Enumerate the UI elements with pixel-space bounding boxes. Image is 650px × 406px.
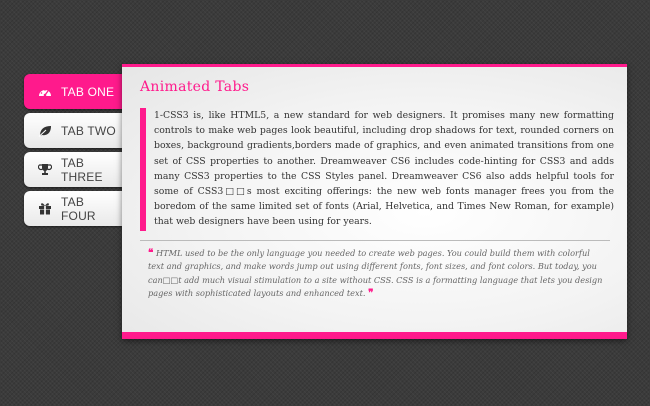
panel-title: Animated Tabs [140,79,250,95]
blockquote [148,247,606,301]
content-block [140,108,614,231]
tab-two[interactable] [24,113,122,148]
tab-one[interactable] [24,74,124,109]
tab-label: TAB ONE [61,84,115,99]
tab-label: TAB TWO [61,123,116,138]
leaf-icon [38,124,52,138]
tab-three[interactable] [24,152,122,187]
tab-label: TAB THREE [61,155,103,184]
trophy-icon [38,163,52,177]
close-quote-icon: ❞ [368,288,374,300]
tab-content-panel [122,64,627,339]
open-quote-icon: ❝ [148,248,154,259]
body-text: 1-CSS3 is, like HTML5, a new standard for web designers. It promises many new formatting controls to make web pages look beautiful, including drop shadows for text, rounded corners on boxes, background gradients,borders made of graphics, and even animated transitions from one set of CSS properties to another. Dreamweaver CS6 includes code-hinting for CSS3 and adds many CSS3 properties to the CSS Styles panel. Dreamweaver CS6 also adds helpful tools for some of CSS3□□s most exciting offerings: the new web fonts manager frees you from the boredom of the same limited set of fonts (Arial, Helvetica, and Times New Roman, for example) that web designers have been using for years. [154,110,614,228]
gift-icon [38,202,52,216]
tab-four[interactable] [24,191,122,226]
dashboard-icon [38,85,52,99]
divider [140,240,610,241]
quote-text: HTML used to be the only language you needed to create web pages. You could build them with colorful text and graphics, and make words jump out using different fonts, font sizes, and font colors. But today, you can□□t add much visual stimulation to a site without CSS. CSS is a formatting language that lets you design pages with sophisticated layouts and enhanced text. [148,248,603,299]
tab-label: TAB FOUR [61,194,96,223]
